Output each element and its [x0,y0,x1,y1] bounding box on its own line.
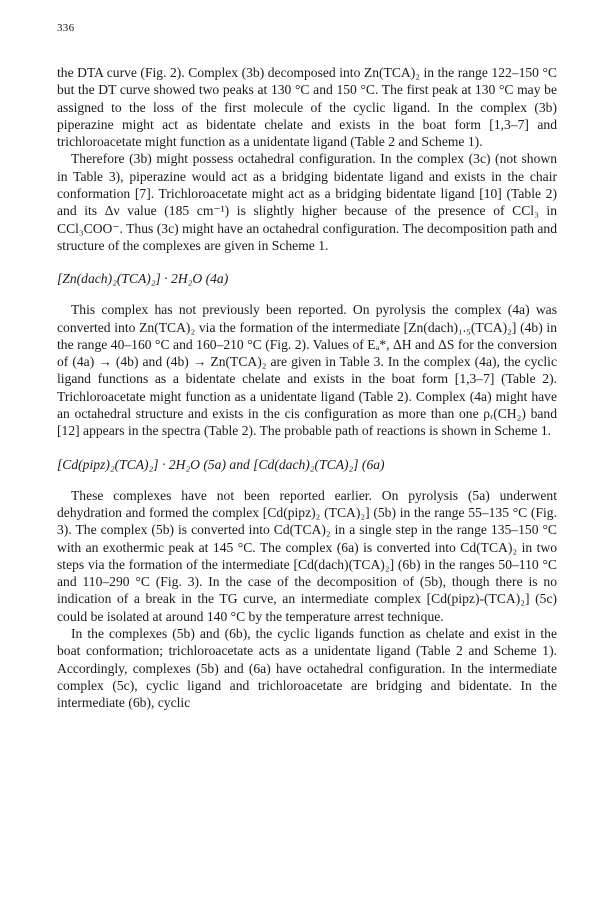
page-number: 336 [57,22,75,34]
paragraph-5b-6b-ligands: In the complexes (5b) and (6b), the cyclic ligands function as chelate and exist in the boat conformation; trichloroacetate acts as a unidentate ligand (Table 2 and Scheme 1). Accordingly, complexes (5b) and (6a) have octahedral configuration. In the intermediate complex (5c), cyclic ligand and trichloroacetate are bridging and bidentate. In the intermediate (6b), cyclic [57,626,557,711]
paragraph-dta-3b: the DTA curve (Fig. 2). Complex (3b) decomposed into Zn(TCA)₂ in the range 122–150 °C but the DT curve showed two peaks at 130 °C and 150 °C. The first peak at 130 °C may be assigned to the loss of the first molecule of the cyclic ligand. In the complex (3b) piperazine might act as bidentate chelate and exists in the boat form [1,3–7] and trichloroacetate might function as a unidentate ligand (Table 2 and Scheme 1). [57,65,557,150]
section-heading-5a-6a: [Cd(pipz)₂(TCA)₂] · 2H₂O (5a) and [Cd(dach)₂(TCA)₂] (6a) [57,456,385,472]
body-text-column [57,64,557,712]
paragraph-5a-6a-pyrolysis: These complexes have not been reported earlier. On pyrolysis (5a) underwent dehydration and formed the complex [Cd(pipz)₂ (TCA)₂] (5b) in the range 55–135 °C (Fig. 3). The complex (5b) is converted into Cd(TCA)₂ in a single step in the range 135–150 °C with an exothermic peak at 145 °C. The complex (6a) is converted into Cd(TCA)₂ in two steps via the formation of the intermediate [Cd(dach)(TCA)₂] (6b) in the ranges 50–110 °C and 110–290 °C (Fig. 3). In the case of the decomposition of (5b), though there is no indication of a break in the TG curve, an intermediate complex [Cd(pipz)-(TCA)₂] (5c) could be isolated at around 140 °C by the temperature arrest technique. [57,487,557,624]
section-heading-4a: [Zn(dach)₂(TCA)₂] · 2H₂O (4a) [57,271,229,287]
paragraph-4a: This complex has not previously been reported. On pyrolysis the complex (4a) was converted into Zn(TCA)₂ via the formation of the intermediate [Zn(dach)₁.₅(TCA)₂] (4b) in the range 40–160 °C and 160–210 °C (Fig. 2). Values of Eₐ*, ΔH and ΔS for the conversion of (4a) → (4b) and (4b) → Zn(TCA)₂ are given in Table 3. In the complex (4a), the cyclic ligand functions as a bidentate chelate and exists in the boat form [1,3–7] (Table 2). Trichloroacetate might function as a unidentate ligand (Table 2). Complex (4a) might have an octahedral structure and exists in the cis configuration as more than one ρᵣ(CH₂) band [12] appears in the spectra (Table 2). The probable path of reactions is shown in Scheme 1. [57,302,557,439]
paragraph-3c: Therefore (3b) might possess octahedral configuration. In the complex (3c) (not shown in Table 3), piperazine would act as a bridging bidentate ligand and exists in the chair conformation [7]. Trichloroacetate might act as a bridging bidentate ligand [10] (Table 2) and its Δν value (185 cm⁻¹) is slightly higher because of the presence of CCl₃ in CCl₃COO⁻. Thus (3c) might have an octahedral configuration. The decomposition path and structure of the complexes are given in Scheme 1. [57,151,557,253]
